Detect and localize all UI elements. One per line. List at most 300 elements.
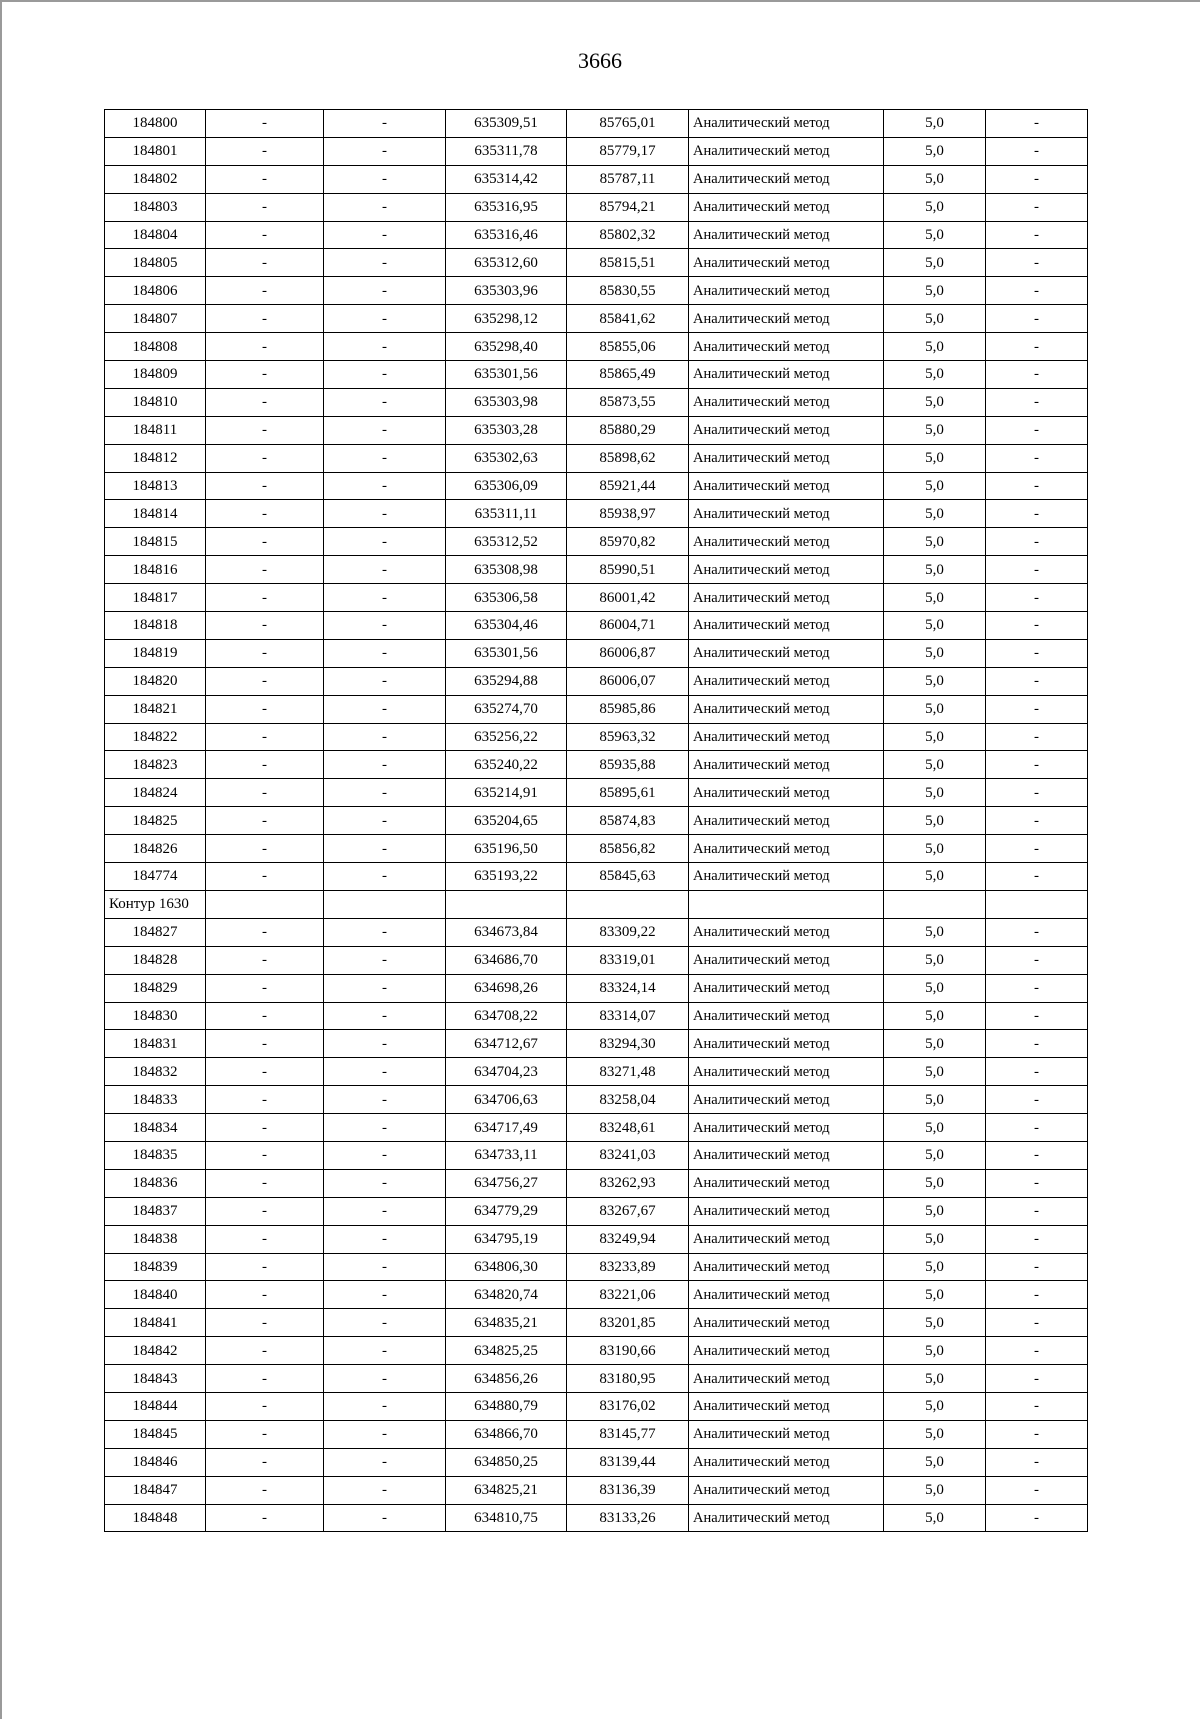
accuracy-cell: 5,0 bbox=[884, 1058, 986, 1086]
y-coordinate-cell: 85779,17 bbox=[567, 137, 689, 165]
dash-cell: - bbox=[324, 1141, 446, 1169]
dash-cell: - bbox=[206, 1448, 324, 1476]
point-id-cell: 184804 bbox=[105, 221, 206, 249]
point-id-cell: 184819 bbox=[105, 639, 206, 667]
y-coordinate-cell: 83271,48 bbox=[567, 1058, 689, 1086]
x-coordinate-cell: 635204,65 bbox=[446, 807, 567, 835]
dash-cell: - bbox=[324, 1086, 446, 1114]
point-id-cell: 184846 bbox=[105, 1448, 206, 1476]
dash-cell: - bbox=[206, 1365, 324, 1393]
accuracy-cell: 5,0 bbox=[884, 863, 986, 891]
dash-cell: - bbox=[324, 584, 446, 612]
y-coordinate-cell: 86006,87 bbox=[567, 639, 689, 667]
dash-cell: - bbox=[324, 751, 446, 779]
x-coordinate-cell: 634712,67 bbox=[446, 1030, 567, 1058]
dash-cell: - bbox=[206, 612, 324, 640]
dash-cell: - bbox=[324, 1337, 446, 1365]
dash-cell: - bbox=[986, 165, 1088, 193]
table-row bbox=[105, 1225, 1088, 1253]
dash-cell: - bbox=[206, 1504, 324, 1532]
y-coordinate-cell: 85865,49 bbox=[567, 361, 689, 389]
accuracy-cell: 5,0 bbox=[884, 444, 986, 472]
dash-cell: - bbox=[986, 1337, 1088, 1365]
method-cell: Аналитический метод bbox=[689, 500, 884, 528]
point-id-cell: 184807 bbox=[105, 305, 206, 333]
x-coordinate-cell: 635303,98 bbox=[446, 388, 567, 416]
dash-cell: - bbox=[324, 723, 446, 751]
y-coordinate-cell: 85874,83 bbox=[567, 807, 689, 835]
dash-cell: - bbox=[206, 361, 324, 389]
method-cell: Аналитический метод bbox=[689, 388, 884, 416]
table-row bbox=[105, 500, 1088, 528]
dash-cell: - bbox=[324, 277, 446, 305]
dash-cell: - bbox=[324, 472, 446, 500]
dash-cell: - bbox=[206, 584, 324, 612]
y-coordinate-cell: 85815,51 bbox=[567, 249, 689, 277]
y-coordinate-cell: 86006,07 bbox=[567, 667, 689, 695]
x-coordinate-cell: 634756,27 bbox=[446, 1169, 567, 1197]
method-cell: Аналитический метод bbox=[689, 165, 884, 193]
dash-cell: - bbox=[986, 1197, 1088, 1225]
x-coordinate-cell: 635303,96 bbox=[446, 277, 567, 305]
point-id-cell: 184802 bbox=[105, 165, 206, 193]
y-coordinate-cell: 83176,02 bbox=[567, 1392, 689, 1420]
accuracy-cell: 5,0 bbox=[884, 779, 986, 807]
point-id-cell: 184843 bbox=[105, 1365, 206, 1393]
dash-cell: - bbox=[986, 695, 1088, 723]
accuracy-cell: 5,0 bbox=[884, 1392, 986, 1420]
dash-cell: - bbox=[206, 1420, 324, 1448]
method-cell: Аналитический метод bbox=[689, 1476, 884, 1504]
accuracy-cell: 5,0 bbox=[884, 556, 986, 584]
dash-cell: - bbox=[324, 1420, 446, 1448]
point-id-cell: 184825 bbox=[105, 807, 206, 835]
dash-cell: - bbox=[986, 1114, 1088, 1142]
point-id-cell: 184835 bbox=[105, 1141, 206, 1169]
accuracy-cell: 5,0 bbox=[884, 723, 986, 751]
method-cell: Аналитический метод bbox=[689, 807, 884, 835]
table-row bbox=[105, 277, 1088, 305]
dash-cell: - bbox=[206, 1253, 324, 1281]
point-id-cell: 184830 bbox=[105, 1002, 206, 1030]
dash-cell: - bbox=[206, 277, 324, 305]
method-cell: Аналитический метод bbox=[689, 779, 884, 807]
dash-cell: - bbox=[206, 221, 324, 249]
dash-cell: - bbox=[986, 751, 1088, 779]
point-id-cell: 184812 bbox=[105, 444, 206, 472]
method-cell: Аналитический метод bbox=[689, 1058, 884, 1086]
method-cell: Аналитический метод bbox=[689, 1309, 884, 1337]
y-coordinate-cell: 83258,04 bbox=[567, 1086, 689, 1114]
table-row bbox=[105, 556, 1088, 584]
dash-cell: - bbox=[324, 946, 446, 974]
point-id-cell: 184814 bbox=[105, 500, 206, 528]
dash-cell: - bbox=[206, 1030, 324, 1058]
dash-cell: - bbox=[986, 472, 1088, 500]
point-id-cell: 184834 bbox=[105, 1114, 206, 1142]
dash-cell: - bbox=[206, 249, 324, 277]
accuracy-cell: 5,0 bbox=[884, 1030, 986, 1058]
point-id-cell: 184808 bbox=[105, 333, 206, 361]
contour-label: Контур 1630 bbox=[105, 890, 206, 918]
dash-cell: - bbox=[986, 137, 1088, 165]
accuracy-cell: 5,0 bbox=[884, 751, 986, 779]
table-row bbox=[105, 305, 1088, 333]
dash-cell: - bbox=[206, 110, 324, 138]
point-id-cell: 184823 bbox=[105, 751, 206, 779]
point-id-cell: 184826 bbox=[105, 835, 206, 863]
method-cell: Аналитический метод bbox=[689, 1420, 884, 1448]
method-cell: Аналитический метод bbox=[689, 444, 884, 472]
accuracy-cell: 5,0 bbox=[884, 137, 986, 165]
dash-cell: - bbox=[324, 612, 446, 640]
dash-cell: - bbox=[986, 1504, 1088, 1532]
y-coordinate-cell: 83309,22 bbox=[567, 918, 689, 946]
y-coordinate-cell: 85830,55 bbox=[567, 277, 689, 305]
dash-cell: - bbox=[206, 751, 324, 779]
dash-cell: - bbox=[206, 918, 324, 946]
dash-cell: - bbox=[324, 835, 446, 863]
accuracy-cell: 5,0 bbox=[884, 305, 986, 333]
dash-cell: - bbox=[324, 1392, 446, 1420]
y-coordinate-cell: 83133,26 bbox=[567, 1504, 689, 1532]
method-cell: Аналитический метод bbox=[689, 1002, 884, 1030]
y-coordinate-cell: 83324,14 bbox=[567, 974, 689, 1002]
x-coordinate-cell: 635214,91 bbox=[446, 779, 567, 807]
dash-cell: - bbox=[206, 1169, 324, 1197]
accuracy-cell: 5,0 bbox=[884, 1197, 986, 1225]
table-row bbox=[105, 165, 1088, 193]
accuracy-cell: 5,0 bbox=[884, 333, 986, 361]
accuracy-cell: 5,0 bbox=[884, 277, 986, 305]
point-id-cell: 184841 bbox=[105, 1309, 206, 1337]
x-coordinate-cell: 634704,23 bbox=[446, 1058, 567, 1086]
method-cell: Аналитический метод bbox=[689, 974, 884, 1002]
table-body bbox=[105, 110, 1088, 1532]
x-coordinate-cell: 635256,22 bbox=[446, 723, 567, 751]
dash-cell: - bbox=[986, 1058, 1088, 1086]
accuracy-cell: 5,0 bbox=[884, 110, 986, 138]
method-cell: Аналитический метод bbox=[689, 1197, 884, 1225]
dash-cell: - bbox=[206, 1086, 324, 1114]
table-row bbox=[105, 863, 1088, 891]
x-coordinate-cell: 634733,11 bbox=[446, 1141, 567, 1169]
point-id-cell: 184845 bbox=[105, 1420, 206, 1448]
y-coordinate-cell: 85787,11 bbox=[567, 165, 689, 193]
table-row bbox=[105, 1420, 1088, 1448]
method-cell: Аналитический метод bbox=[689, 918, 884, 946]
empty-cell bbox=[206, 890, 324, 918]
point-id-cell: 184822 bbox=[105, 723, 206, 751]
dash-cell: - bbox=[324, 1058, 446, 1086]
dash-cell: - bbox=[986, 1002, 1088, 1030]
y-coordinate-cell: 83267,67 bbox=[567, 1197, 689, 1225]
y-coordinate-cell: 85938,97 bbox=[567, 500, 689, 528]
dash-cell: - bbox=[986, 193, 1088, 221]
method-cell: Аналитический метод bbox=[689, 137, 884, 165]
point-id-cell: 184828 bbox=[105, 946, 206, 974]
y-coordinate-cell: 85963,32 bbox=[567, 723, 689, 751]
accuracy-cell: 5,0 bbox=[884, 1253, 986, 1281]
x-coordinate-cell: 634820,74 bbox=[446, 1281, 567, 1309]
x-coordinate-cell: 634806,30 bbox=[446, 1253, 567, 1281]
point-id-cell: 184810 bbox=[105, 388, 206, 416]
accuracy-cell: 5,0 bbox=[884, 835, 986, 863]
x-coordinate-cell: 635274,70 bbox=[446, 695, 567, 723]
dash-cell: - bbox=[206, 1225, 324, 1253]
table-row bbox=[105, 835, 1088, 863]
y-coordinate-cell: 85845,63 bbox=[567, 863, 689, 891]
dash-cell: - bbox=[986, 1086, 1088, 1114]
accuracy-cell: 5,0 bbox=[884, 1448, 986, 1476]
dash-cell: - bbox=[324, 1002, 446, 1030]
x-coordinate-cell: 634717,49 bbox=[446, 1114, 567, 1142]
point-id-cell: 184821 bbox=[105, 695, 206, 723]
x-coordinate-cell: 635301,56 bbox=[446, 639, 567, 667]
dash-cell: - bbox=[986, 361, 1088, 389]
x-coordinate-cell: 635294,88 bbox=[446, 667, 567, 695]
dash-cell: - bbox=[324, 249, 446, 277]
table-row bbox=[105, 388, 1088, 416]
dash-cell: - bbox=[206, 137, 324, 165]
dash-cell: - bbox=[986, 1225, 1088, 1253]
dash-cell: - bbox=[986, 1392, 1088, 1420]
point-id-cell: 184837 bbox=[105, 1197, 206, 1225]
dash-cell: - bbox=[324, 165, 446, 193]
table-row bbox=[105, 1141, 1088, 1169]
table-row bbox=[105, 946, 1088, 974]
y-coordinate-cell: 85898,62 bbox=[567, 444, 689, 472]
accuracy-cell: 5,0 bbox=[884, 388, 986, 416]
method-cell: Аналитический метод bbox=[689, 528, 884, 556]
method-cell: Аналитический метод bbox=[689, 863, 884, 891]
table-row bbox=[105, 1337, 1088, 1365]
page-edge bbox=[0, 0, 2, 1719]
dash-cell: - bbox=[986, 1141, 1088, 1169]
accuracy-cell: 5,0 bbox=[884, 695, 986, 723]
dash-cell: - bbox=[324, 974, 446, 1002]
method-cell: Аналитический метод bbox=[689, 1253, 884, 1281]
accuracy-cell: 5,0 bbox=[884, 667, 986, 695]
table-row bbox=[105, 333, 1088, 361]
point-id-cell: 184817 bbox=[105, 584, 206, 612]
x-coordinate-cell: 635196,50 bbox=[446, 835, 567, 863]
y-coordinate-cell: 85856,82 bbox=[567, 835, 689, 863]
dash-cell: - bbox=[206, 1309, 324, 1337]
dash-cell: - bbox=[986, 835, 1088, 863]
y-coordinate-cell: 83294,30 bbox=[567, 1030, 689, 1058]
y-coordinate-cell: 83201,85 bbox=[567, 1309, 689, 1337]
point-id-cell: 184832 bbox=[105, 1058, 206, 1086]
dash-cell: - bbox=[324, 221, 446, 249]
empty-cell bbox=[986, 890, 1088, 918]
x-coordinate-cell: 634686,70 bbox=[446, 946, 567, 974]
dash-cell: - bbox=[324, 1169, 446, 1197]
y-coordinate-cell: 83180,95 bbox=[567, 1365, 689, 1393]
empty-cell bbox=[446, 890, 567, 918]
dash-cell: - bbox=[324, 1476, 446, 1504]
dash-cell: - bbox=[324, 779, 446, 807]
table-row bbox=[105, 751, 1088, 779]
method-cell: Аналитический метод bbox=[689, 1225, 884, 1253]
accuracy-cell: 5,0 bbox=[884, 221, 986, 249]
dash-cell: - bbox=[986, 584, 1088, 612]
point-id-cell: 184774 bbox=[105, 863, 206, 891]
table-row bbox=[105, 1309, 1088, 1337]
dash-cell: - bbox=[986, 946, 1088, 974]
table-row bbox=[105, 110, 1088, 138]
table-row bbox=[105, 416, 1088, 444]
table-row bbox=[105, 249, 1088, 277]
dash-cell: - bbox=[206, 695, 324, 723]
dash-cell: - bbox=[986, 863, 1088, 891]
point-id-cell: 184842 bbox=[105, 1337, 206, 1365]
dash-cell: - bbox=[324, 137, 446, 165]
dash-cell: - bbox=[986, 974, 1088, 1002]
accuracy-cell: 5,0 bbox=[884, 1337, 986, 1365]
y-coordinate-cell: 86004,71 bbox=[567, 612, 689, 640]
x-coordinate-cell: 634856,26 bbox=[446, 1365, 567, 1393]
y-coordinate-cell: 83262,93 bbox=[567, 1169, 689, 1197]
dash-cell: - bbox=[986, 1030, 1088, 1058]
accuracy-cell: 5,0 bbox=[884, 1420, 986, 1448]
table-row bbox=[105, 528, 1088, 556]
dash-cell: - bbox=[324, 695, 446, 723]
point-id-cell: 184800 bbox=[105, 110, 206, 138]
table-row bbox=[105, 1058, 1088, 1086]
table-row bbox=[105, 361, 1088, 389]
table-row bbox=[105, 807, 1088, 835]
point-id-cell: 184803 bbox=[105, 193, 206, 221]
point-id-cell: 184820 bbox=[105, 667, 206, 695]
table-row bbox=[105, 1086, 1088, 1114]
accuracy-cell: 5,0 bbox=[884, 1365, 986, 1393]
dash-cell: - bbox=[206, 974, 324, 1002]
y-coordinate-cell: 83248,61 bbox=[567, 1114, 689, 1142]
dash-cell: - bbox=[324, 333, 446, 361]
x-coordinate-cell: 634779,29 bbox=[446, 1197, 567, 1225]
x-coordinate-cell: 634866,70 bbox=[446, 1420, 567, 1448]
point-id-cell: 184829 bbox=[105, 974, 206, 1002]
dash-cell: - bbox=[206, 807, 324, 835]
x-coordinate-cell: 635304,46 bbox=[446, 612, 567, 640]
method-cell: Аналитический метод bbox=[689, 472, 884, 500]
y-coordinate-cell: 83145,77 bbox=[567, 1420, 689, 1448]
dash-cell: - bbox=[206, 667, 324, 695]
accuracy-cell: 5,0 bbox=[884, 974, 986, 1002]
dash-cell: - bbox=[206, 1197, 324, 1225]
dash-cell: - bbox=[324, 1114, 446, 1142]
dash-cell: - bbox=[324, 444, 446, 472]
dash-cell: - bbox=[986, 1365, 1088, 1393]
dash-cell: - bbox=[206, 556, 324, 584]
method-cell: Аналитический метод bbox=[689, 1504, 884, 1532]
y-coordinate-cell: 85765,01 bbox=[567, 110, 689, 138]
method-cell: Аналитический метод bbox=[689, 751, 884, 779]
table-row bbox=[105, 639, 1088, 667]
x-coordinate-cell: 634825,25 bbox=[446, 1337, 567, 1365]
method-cell: Аналитический метод bbox=[689, 1392, 884, 1420]
dash-cell: - bbox=[206, 1002, 324, 1030]
table-row bbox=[105, 1114, 1088, 1142]
method-cell: Аналитический метод bbox=[689, 193, 884, 221]
dash-cell: - bbox=[324, 1225, 446, 1253]
method-cell: Аналитический метод bbox=[689, 110, 884, 138]
accuracy-cell: 5,0 bbox=[884, 584, 986, 612]
x-coordinate-cell: 635314,42 bbox=[446, 165, 567, 193]
x-coordinate-cell: 635316,95 bbox=[446, 193, 567, 221]
dash-cell: - bbox=[324, 807, 446, 835]
y-coordinate-cell: 85802,32 bbox=[567, 221, 689, 249]
x-coordinate-cell: 634708,22 bbox=[446, 1002, 567, 1030]
y-coordinate-cell: 83241,03 bbox=[567, 1141, 689, 1169]
dash-cell: - bbox=[206, 863, 324, 891]
table-row bbox=[105, 1504, 1088, 1532]
table-row bbox=[105, 918, 1088, 946]
table-row bbox=[105, 193, 1088, 221]
x-coordinate-cell: 635312,60 bbox=[446, 249, 567, 277]
accuracy-cell: 5,0 bbox=[884, 472, 986, 500]
dash-cell: - bbox=[986, 723, 1088, 751]
dash-cell: - bbox=[986, 388, 1088, 416]
point-id-cell: 184838 bbox=[105, 1225, 206, 1253]
method-cell: Аналитический метод bbox=[689, 1030, 884, 1058]
dash-cell: - bbox=[206, 305, 324, 333]
method-cell: Аналитический метод bbox=[689, 556, 884, 584]
x-coordinate-cell: 634810,75 bbox=[446, 1504, 567, 1532]
method-cell: Аналитический метод bbox=[689, 1169, 884, 1197]
dash-cell: - bbox=[986, 221, 1088, 249]
x-coordinate-cell: 634698,26 bbox=[446, 974, 567, 1002]
table-row bbox=[105, 667, 1088, 695]
dash-cell: - bbox=[986, 1309, 1088, 1337]
dash-cell: - bbox=[986, 1169, 1088, 1197]
method-cell: Аналитический метод bbox=[689, 1448, 884, 1476]
point-id-cell: 184811 bbox=[105, 416, 206, 444]
method-cell: Аналитический метод bbox=[689, 1086, 884, 1114]
dash-cell: - bbox=[986, 779, 1088, 807]
dash-cell: - bbox=[206, 193, 324, 221]
method-cell: Аналитический метод bbox=[689, 723, 884, 751]
dash-cell: - bbox=[206, 1337, 324, 1365]
y-coordinate-cell: 85794,21 bbox=[567, 193, 689, 221]
point-id-cell: 184847 bbox=[105, 1476, 206, 1504]
y-coordinate-cell: 83233,89 bbox=[567, 1253, 689, 1281]
dash-cell: - bbox=[986, 1420, 1088, 1448]
accuracy-cell: 5,0 bbox=[884, 528, 986, 556]
x-coordinate-cell: 634706,63 bbox=[446, 1086, 567, 1114]
x-coordinate-cell: 635240,22 bbox=[446, 751, 567, 779]
method-cell: Аналитический метод bbox=[689, 1141, 884, 1169]
dash-cell: - bbox=[986, 1281, 1088, 1309]
accuracy-cell: 5,0 bbox=[884, 1086, 986, 1114]
table-row bbox=[105, 612, 1088, 640]
y-coordinate-cell: 83139,44 bbox=[567, 1448, 689, 1476]
accuracy-cell: 5,0 bbox=[884, 193, 986, 221]
dash-cell: - bbox=[324, 305, 446, 333]
empty-cell bbox=[324, 890, 446, 918]
point-id-cell: 184840 bbox=[105, 1281, 206, 1309]
dash-cell: - bbox=[324, 500, 446, 528]
accuracy-cell: 5,0 bbox=[884, 1476, 986, 1504]
dash-cell: - bbox=[986, 807, 1088, 835]
accuracy-cell: 5,0 bbox=[884, 1114, 986, 1142]
x-coordinate-cell: 634835,21 bbox=[446, 1309, 567, 1337]
dash-cell: - bbox=[206, 723, 324, 751]
x-coordinate-cell: 634673,84 bbox=[446, 918, 567, 946]
table-row bbox=[105, 1169, 1088, 1197]
point-id-cell: 184813 bbox=[105, 472, 206, 500]
